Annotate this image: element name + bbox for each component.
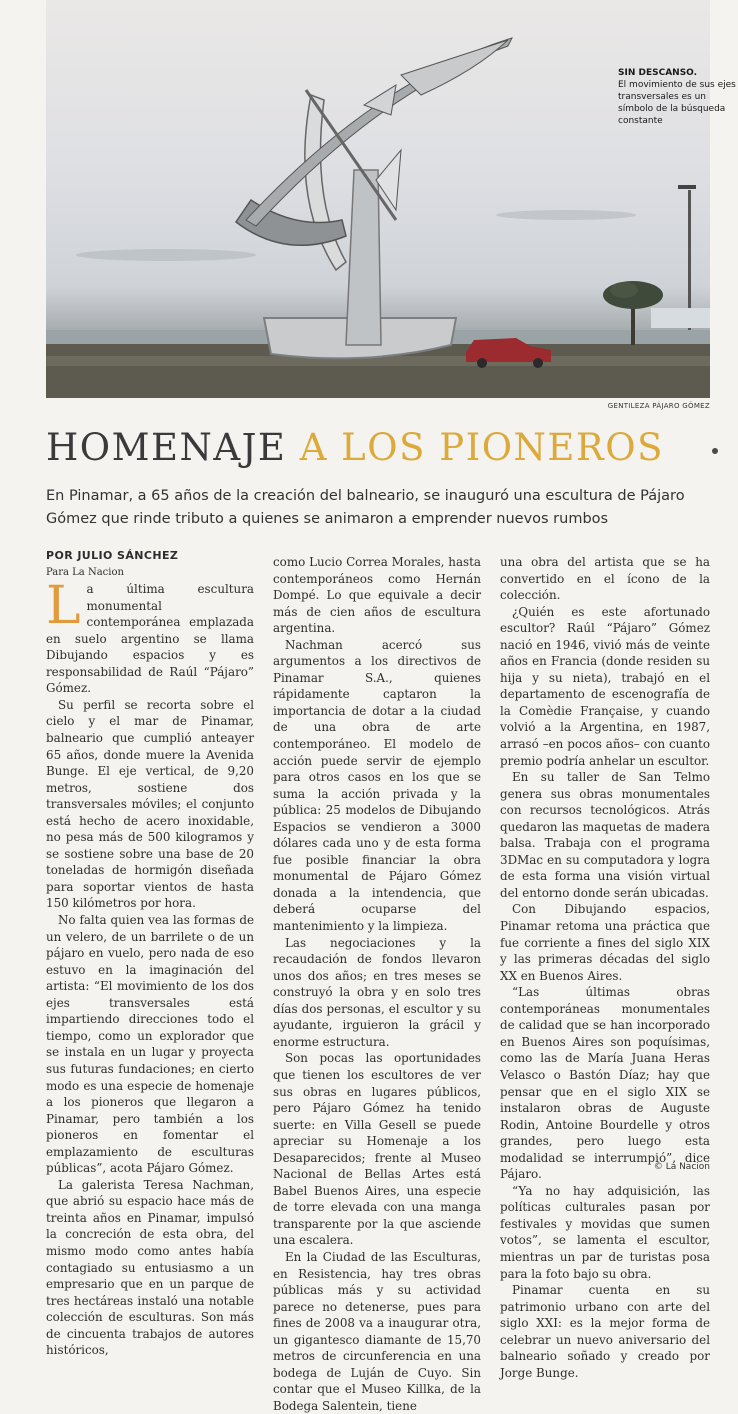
drop-cap: L [46, 576, 81, 637]
paragraph: “Las últimas obras contemporáneas monumentales de calidad que se han incorporado en Buenos Aires son poquísimas, como las de María Juana Heras Velasco o Bastón Díaz; hay que pensar que en el siglo XIX se instalaron obras de Auguste Rodin, Antoine Bourdelle y otros grandes, pero luego esta modalidad se interrumpió”, dice Pájaro. [500, 985, 710, 1182]
column-3 [500, 554, 710, 1381]
byline-for: Para La Nacion [46, 566, 124, 578]
photo-caption [618, 67, 738, 127]
paragraph: Pinamar cuenta en su patrimonio urbano con arte del siglo XXI: es la mejor forma de celebrar un nuevo aniversario del balneario soñado y creado por Jorge Bunge. [500, 1283, 710, 1380]
column-2 [273, 554, 481, 1414]
paragraph: como Lucio Correa Morales, hasta contemporáneos como Hernán Dompé. Lo que equivale a decir más de cien años de escultura argentina. [273, 555, 481, 636]
paragraph: “Ya no hay adquisición, las políticas culturales pasan por festivales y movidas que sumen votos”, se lamenta el escultor, mientras un par de turistas posa para la foto bajo su obra. [500, 1183, 710, 1281]
caption-body: El movimiento de sus ejes transversales es un símbolo de la búsqueda constante [618, 80, 736, 126]
photo-credit: GENTILEZA PÁJARO GÓMEZ [607, 402, 710, 410]
paragraph: Las negociaciones y la recaudación de fondos llevaron unos dos años; en tres meses se construyó la obra y en solo tres días dos personas, el escultor y su ayudante, irguieron la grácil y enorme estructura. [273, 935, 481, 1049]
paragraph: En la Ciudad de las Esculturas, en Resistencia, hay tres obras públicas más y su actividad parece no detenerse, pues para fines de 2008 va a inaugurar otra, un gigantesco diamante de 15,70 metros de circunferencia en una bodega de Luján de Cuyo. Sin contar que el Museo Killka, de la Bodega Salentein, tiene [273, 1249, 481, 1413]
sculpture-photo [46, 0, 736, 398]
paragraph: En su taller de San Telmo genera sus obras monumentales con recursos tecnológicos. Atrás quedaron las maquetas de madera balsa. Trabaja con el programa 3DMac en su computadora y logra de esta forma una visión virtual del entorno donde serán ubicadas. [500, 770, 710, 900]
caption-head: SIN DESCANSO. [618, 68, 698, 78]
headline [46, 426, 716, 469]
headline-part2: A LOS PIONEROS [299, 426, 664, 469]
copyright: © La Nacion [653, 1162, 710, 1172]
paragraph: Nachman acercó sus argumentos a los directivos de Pinamar S.A., quienes rápidamente captaron la importancia de dotar a la ciudad de una obra de arte contemporáneo. El modelo de acción puede servir de ejemplo para otros casos en los que se suma la acción privada y la pública: 25 modelos de Dibujando Espacios se vendieron a 3000 dólares cada uno y de esta forma fue posible financiar la obra monumental de Pájaro Gómez donada a la intendencia, que deberá ocuparse del mantenimiento y la limpieza. [273, 637, 481, 934]
paragraph: ¿Quién es este afortunado escultor? Raúl “Pájaro” Gómez nació en 1946, vivió más de veinte años en Francia (donde residen su hija y su nieta), trabajó en el departamento de escenografía de la Comèdie Française, y cuando volvió a la Argentina, en 1987, arrasó –en pocos años– con cuanto premio podría anhelar un escultor. [500, 604, 710, 768]
paragraph: Su perfil se recorta sobre el cielo y el mar de Pinamar, balneario que cumplió anteayer 65 años, donde muere la Avenida Bunge. El eje vertical, de 9,20 metros, sostiene dos transversales móviles; el conjunto está hecho de acero inoxidable, no pesa más de 500 kilogramos y se sostiene sobre una base de 20 toneladas de hormigón diseñada para soportar vientos de hasta 150 kilómetros por hora. [46, 697, 254, 911]
paragraph: una obra del artista que se ha convertido en el ícono de la colección. [500, 555, 710, 603]
paragraph: Son pocas las oportunidades que tienen los escultores de ver sus obras en lugares públicos, pero Pájaro Gómez ha tenido suerte: en Villa Gesell se puede apreciar su Homenaje a los Desaparecidos; frente al Museo Nacional de Bellas Artes está Babel Buenos Aires, una especie de torre elevada con una manga transparente por la que asciende una escalera. [273, 1051, 481, 1248]
paragraph: No falta quien vea las formas de un velero, de un barrilete o de un pájaro en vuelo, pero nada de eso estuvo en la imaginación del artista: “El movimiento de los dos ejes transversales está impartiendo direcciones todo el tiempo, como un explorador que se instala en un lugar y proyecta sus futuras fundaciones; en cierto modo es una especie de homenaje a los pioneros que llegaron a Pinamar, pero también a los pioneros en fomentar el emplazamiento de esculturas públicas”, acota Pájaro Gómez. [46, 913, 254, 1176]
sculpture-illustration [46, 0, 710, 398]
paragraph: Con Dibujando espacios, Pinamar retoma una práctica que fue corriente a fines del siglo XIX y las primeras décadas del siglo XX en Buenos Aires. [500, 902, 710, 983]
bullet-icon [712, 448, 718, 454]
paragraph: La última escultura monumental contemporánea emplazada en suelo argentino se llama Dibujando espacios y es responsabilidad de Raúl “Pájaro” Gómez. [46, 576, 254, 696]
headline-part1: HOMENAJE [46, 426, 287, 469]
byline-author: POR JULIO SÁNCHEZ [46, 549, 179, 562]
paragraph: La galerista Teresa Nachman, que abrió su espacio hace más de treinta años en Pinamar, impulsó la concreción de esta obra, del mismo modo como antes había contagiado su entusiasmo a un empresario que en un parque de tres hectáreas instaló una notable colección de esculturas. Son más de cincuenta trabajos de autores históricos, [46, 1177, 254, 1358]
lead-paragraph: En Pinamar, a 65 años de la creación del balneario, se inauguró una escultura de Pájaro Gómez que rinde tributo a quienes se animaron a emprender nuevos rumbos [46, 488, 685, 527]
column-1 [46, 548, 254, 1359]
